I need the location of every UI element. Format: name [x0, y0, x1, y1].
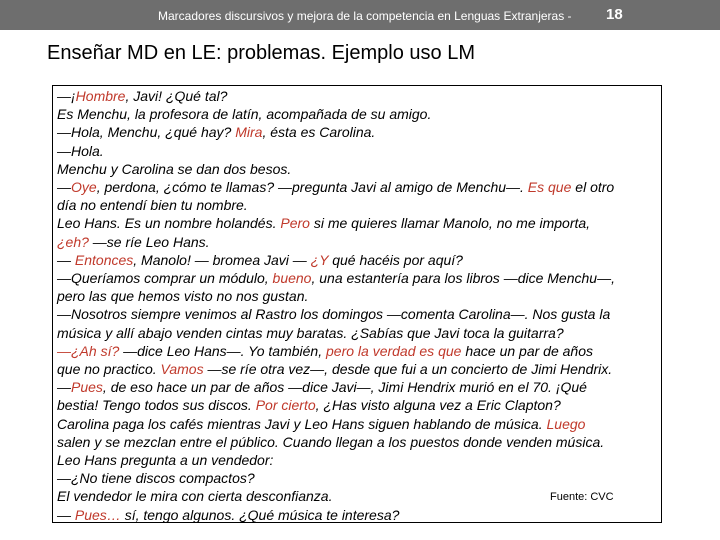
discourse-marker: Luego	[546, 415, 586, 432]
text-segment: —	[57, 179, 71, 196]
header-bar	[0, 0, 720, 30]
text-segment: hace un par de años	[461, 342, 593, 359]
text-segment: —Hola.	[57, 142, 104, 159]
text-segment: —¡	[57, 88, 76, 104]
text-line	[57, 378, 661, 396]
text-segment: que no practico.	[57, 361, 161, 378]
text-segment: —¿No tiene discos compactos?	[57, 470, 255, 487]
text-segment: , ¿Has visto alguna vez a Eric Clapton?	[315, 397, 561, 414]
text-segment: —se ríe Leo Hans.	[88, 233, 210, 250]
text-segment: —se ríe otra vez—, desde que fui a un concierto de Jimi Hendrix.	[203, 361, 613, 378]
text-line	[57, 142, 661, 160]
discourse-marker: Oye	[71, 179, 97, 196]
source-note: Fuente: CVC	[550, 491, 614, 503]
text-line	[57, 451, 661, 469]
text-line	[57, 87, 661, 105]
text-segment: , Javi! ¿Qué tal?	[125, 88, 228, 104]
discourse-marker: ¿eh?	[57, 233, 89, 250]
text-segment: Carolina paga los cafés mientras Javi y Leo Hans siguen hablando de música.	[57, 415, 547, 432]
slide-title: Enseñar MD en LE: problemas. Ejemplo uso LM	[47, 42, 475, 64]
text-segment: , una estantería para los libros —dice Menchu—,	[311, 270, 615, 287]
discourse-marker: Por cierto	[255, 397, 316, 414]
text-line	[57, 305, 661, 323]
text-segment: —Hola, Menchu, ¿qué hay?	[57, 124, 236, 141]
text-segment: —	[57, 506, 75, 523]
text-line	[57, 269, 661, 287]
text-segment: salen y se mezclan entre el público. Cuando llegan a los puestos donde venden música.	[57, 433, 605, 450]
text-line	[57, 360, 661, 378]
discourse-marker: bueno	[272, 270, 312, 287]
text-line	[57, 415, 661, 433]
text-line	[57, 287, 661, 305]
page-number: 18	[606, 6, 623, 23]
text-line	[57, 105, 661, 123]
header-title: Marcadores discursivos y mejora de la competencia en Lenguas Extranjeras -	[158, 9, 572, 23]
text-segment: Es Menchu, la profesora de latín, acompañada de su amigo.	[57, 106, 432, 123]
text-line	[57, 324, 661, 342]
discourse-marker: ¿Y	[310, 251, 329, 268]
discourse-marker: Vamos	[160, 361, 204, 378]
text-line	[57, 469, 661, 487]
text-segment: —	[57, 379, 71, 396]
text-line	[57, 251, 661, 269]
discourse-marker: Pues…	[74, 506, 121, 523]
discourse-marker: pero la verdad es que	[326, 342, 462, 359]
text-segment: si me quieres llamar Manolo, no me importa,	[309, 215, 591, 232]
text-line	[57, 506, 661, 524]
text-segment: Menchu y Carolina se dan dos besos.	[57, 160, 292, 177]
discourse-marker: Pues	[71, 379, 103, 396]
text-segment: bestia! Tengo todos sus discos.	[57, 397, 256, 414]
discourse-marker: Mira	[235, 124, 263, 141]
text-line	[57, 178, 661, 196]
text-line	[57, 433, 661, 451]
text-line	[57, 396, 661, 414]
text-line	[57, 196, 661, 214]
discourse-marker: —¿Ah sí?	[57, 342, 120, 359]
text-segment: Leo Hans. Es un nombre holandés.	[57, 215, 281, 232]
text-segment: qué hacéis por aquí?	[328, 251, 463, 268]
dialogue-text-box	[52, 85, 662, 523]
text-segment: , Manolo! — bromea Javi —	[133, 251, 311, 268]
text-segment: el otro	[571, 179, 615, 196]
discourse-marker: Pero	[280, 215, 310, 232]
text-segment: —Nosotros siempre venimos al Rastro los domingos —comenta Carolina—. Nos gusta la	[57, 306, 611, 323]
text-segment: , perdona, ¿cómo te llamas? —pregunta Javi al amigo de Menchu—.	[96, 179, 528, 196]
text-line	[57, 233, 661, 251]
discourse-marker: Entonces	[74, 251, 134, 268]
text-segment: El vendedor le mira con cierta desconfianza.	[57, 488, 333, 505]
text-segment: Leo Hans pregunta a un vendedor:	[57, 452, 274, 469]
text-segment: día no entendí bien tu nombre.	[57, 197, 248, 214]
text-segment: pero las que hemos visto no nos gustan.	[57, 288, 309, 305]
text-segment: , de eso hace un par de años —dice Javi—, Jimi Hendrix murió en el 70. ¡Qué	[102, 379, 587, 396]
text-segment: —	[57, 251, 75, 268]
text-segment: , ésta es Carolina.	[262, 124, 376, 141]
text-segment: sí, tengo algunos. ¿Qué música te interesa?	[120, 506, 400, 523]
discourse-marker: Es que	[527, 179, 572, 196]
discourse-marker: Hombre	[75, 88, 126, 104]
text-segment: música y allí abajo venden cintas muy baratas. ¿Sabías que Javi toca la guitarra?	[57, 324, 564, 341]
text-line	[57, 123, 661, 141]
text-segment: —Queríamos comprar un módulo,	[57, 270, 273, 287]
text-line	[57, 342, 661, 360]
text-line	[57, 160, 661, 178]
text-segment: —dice Leo Hans—. Yo también,	[119, 342, 326, 359]
text-line	[57, 214, 661, 232]
